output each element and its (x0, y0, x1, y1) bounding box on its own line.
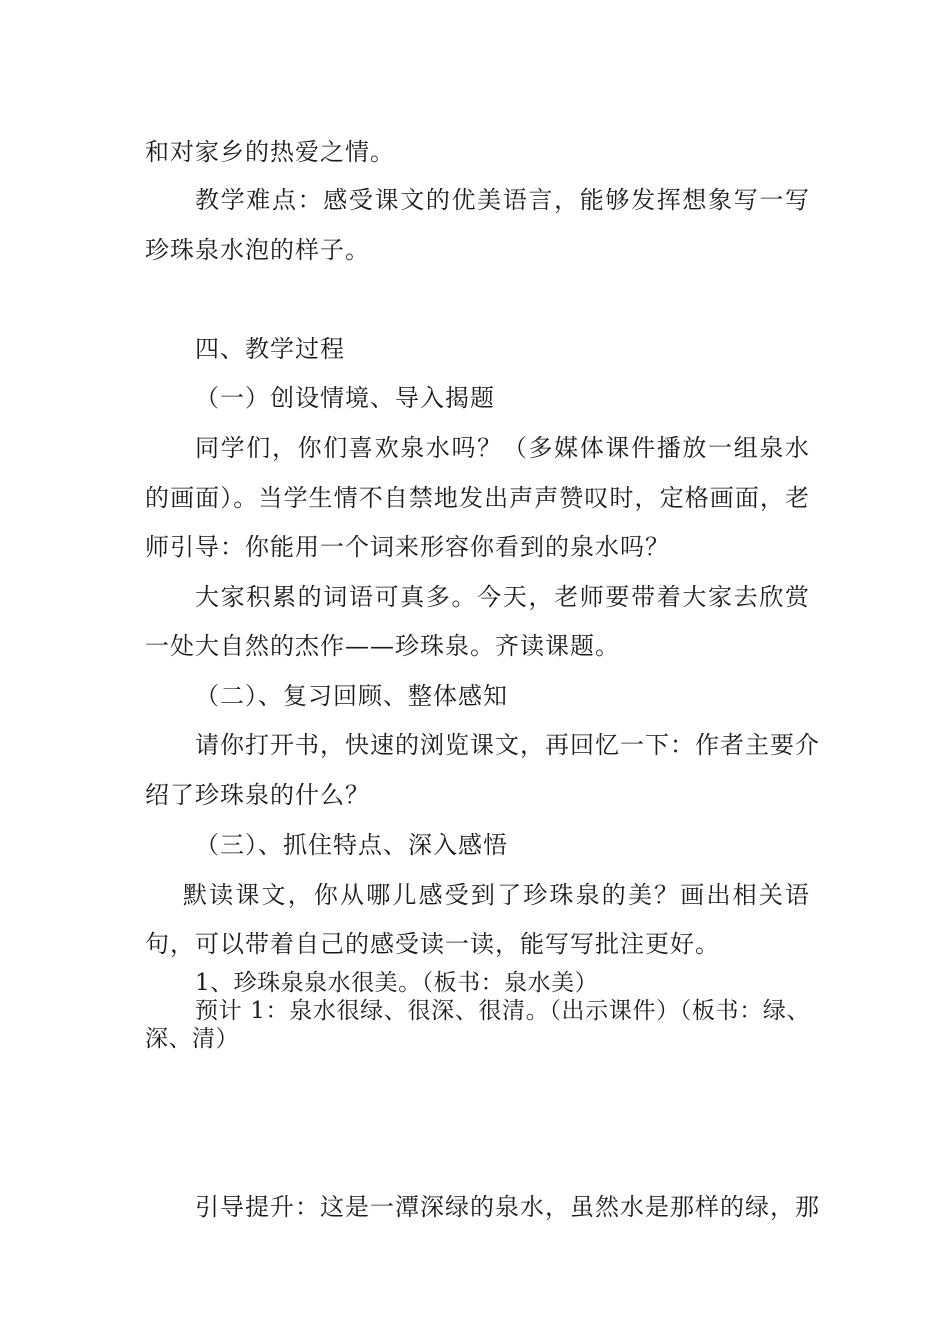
paragraph-line: 句，可以带着自己的感受读一读，能写写批注更好。 (145, 930, 720, 958)
paragraph-line: 深、清） (145, 1026, 239, 1052)
paragraph-line: 默读课文，你从哪儿感受到了珍珠泉的美？画出相关语 (183, 881, 810, 909)
subsection-heading: （三）、抓住特点、深入感悟 (195, 831, 508, 859)
section-heading: 四、教学过程 (195, 335, 345, 363)
paragraph-line: 请你打开书，快速的浏览课文，再回忆一下：作者主要介 (195, 731, 820, 759)
paragraph-line: 教学难点：感受课文的优美语言，能够发挥想象写一写 (195, 186, 810, 214)
paragraph-line: 预计 1：泉水很绿、很深、很清。（出示课件）（板书：绿、 (195, 998, 810, 1024)
paragraph-line: 一处大自然的杰作——珍珠泉。齐读课题。 (145, 632, 620, 660)
paragraph-line: 珍珠泉水泡的样子。 (145, 236, 370, 264)
subsection-heading: （二）、复习回顾、整体感知 (195, 682, 508, 710)
paragraph-line: 师引导：你能用一个词来形容你看到的泉水吗？ (145, 533, 670, 561)
paragraph-line: 同学们，你们喜欢泉水吗？（多媒体课件播放一组泉水 (195, 434, 810, 462)
subsection-heading: （一）创设情境、导入揭题 (195, 384, 495, 412)
list-item: 1、珍珠泉泉水很美。（板书：泉水美） (195, 970, 599, 996)
paragraph-line: 大家积累的词语可真多。今天，老师要带着大家去欣赏 (195, 583, 810, 611)
paragraph-line: 引导提升：这是一潭深绿的泉水，虽然水是那样的绿，那 (195, 1193, 820, 1221)
paragraph-line: 和对家乡的热爱之情。 (145, 138, 395, 166)
paragraph-line: 绍了珍珠泉的什么？ (145, 781, 370, 809)
paragraph-line: 的画面）。当学生情不自禁地发出声声赞叹时，定格画面，老 (145, 484, 810, 512)
